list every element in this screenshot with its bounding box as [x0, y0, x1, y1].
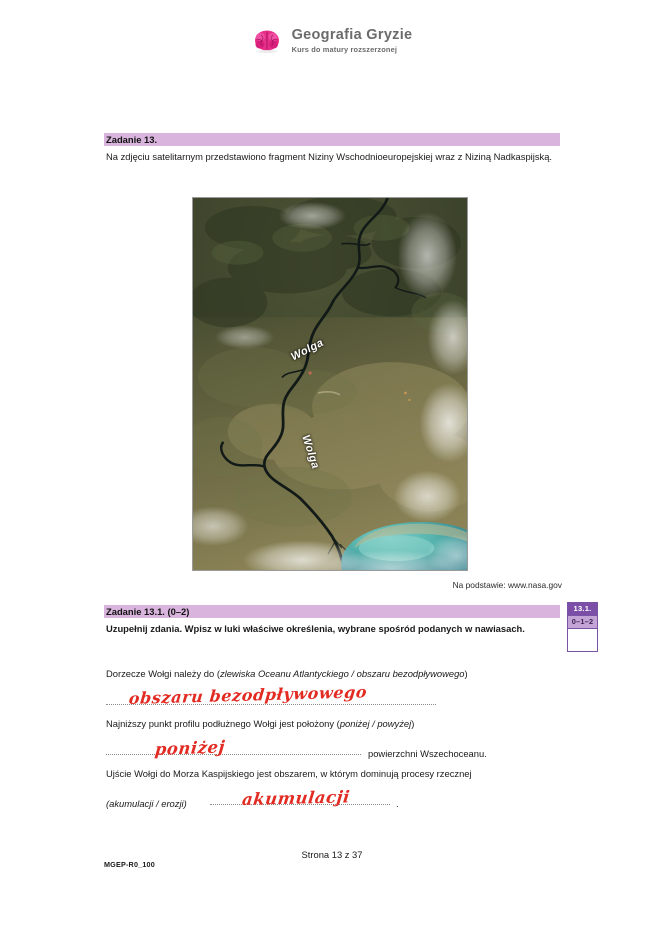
- figure-source-caption: Na podstawie: www.nasa.gov: [452, 580, 562, 590]
- question-2-tail-text: powierzchni Wszechoceanu.: [368, 748, 487, 759]
- score-box-number: 13.1.: [568, 603, 597, 615]
- task-13-1-heading-band: [104, 605, 560, 618]
- brand-subtitle: Kurs do matury rozszerzonej: [291, 45, 398, 55]
- footer-page-number: Strona 13 z 37: [301, 849, 363, 860]
- question-2-options: poniżej / powyżej: [339, 718, 412, 729]
- question-1-answer-row[interactable]: [106, 682, 562, 710]
- brain-icon: [252, 28, 282, 54]
- answer-dotted-line: [106, 754, 361, 755]
- score-box-range: 0–1–2: [568, 615, 597, 629]
- score-box-input-cell[interactable]: [568, 629, 597, 651]
- score-box: [567, 602, 598, 652]
- brand-title: Geografia Gryzie: [291, 27, 413, 43]
- question-3-answer-row[interactable]: [106, 788, 562, 810]
- question-3-prompt-before: Ujście Wołgi do Morza Kaspijskiego jest obszarem, w którym dominują procesy rzecznej: [106, 768, 472, 779]
- satellite-image-figure: [192, 197, 468, 571]
- question-2-prompt-after: ): [411, 718, 415, 729]
- question-2-prompt: [106, 717, 562, 732]
- question-3-options: (akumulacji / erozji): [106, 798, 187, 809]
- question-3-tail-text: .: [396, 798, 399, 809]
- question-2-answer-row[interactable]: [106, 738, 562, 760]
- brand-header: [0, 28, 664, 54]
- question-1-handwritten-answer: obszaru bezodpływowego: [128, 682, 369, 708]
- question-1-prompt-after: ): [464, 668, 468, 679]
- question-1-options: zlewiska Oceanu Atlantyckiego / obszaru bezodpływowego: [219, 668, 465, 679]
- question-3-prompt: [106, 767, 562, 782]
- question-1-prompt: [106, 667, 562, 682]
- brand-text-block: [292, 28, 413, 54]
- question-2-prompt-before: Najniższy punkt profilu podłużnego Wołgi jest położony (: [106, 718, 340, 729]
- question-1-prompt-before: Dorzecze Wołgi należy do (: [106, 668, 220, 679]
- question-2-handwritten-answer: poniżej: [154, 737, 227, 759]
- footer-document-code: MGEP-R0_100: [104, 860, 155, 869]
- satellite-image: [193, 198, 467, 570]
- map-label-wolga-upper: Wolga: [289, 336, 326, 364]
- map-label-wolga-lower: Wolga: [299, 433, 322, 471]
- task-13-intro-text: Na zdjęciu satelitarnym przedstawiono fragment Niziny Wschodnioeuropejskiej wraz z Niziną Nadkaspijską.: [106, 151, 553, 162]
- question-3-handwritten-answer: akumulacji: [241, 787, 352, 809]
- task-13-heading-band: [104, 133, 560, 146]
- task-13-1-heading: Zadanie 13.1. (0–2): [106, 606, 190, 617]
- task-13-1-instruction: Uzupełnij zdania. Wpisz w luki właściwe określenia, wybrane spośród podanych w nawiasach.: [106, 623, 525, 634]
- task-13-heading: Zadanie 13.: [106, 134, 158, 145]
